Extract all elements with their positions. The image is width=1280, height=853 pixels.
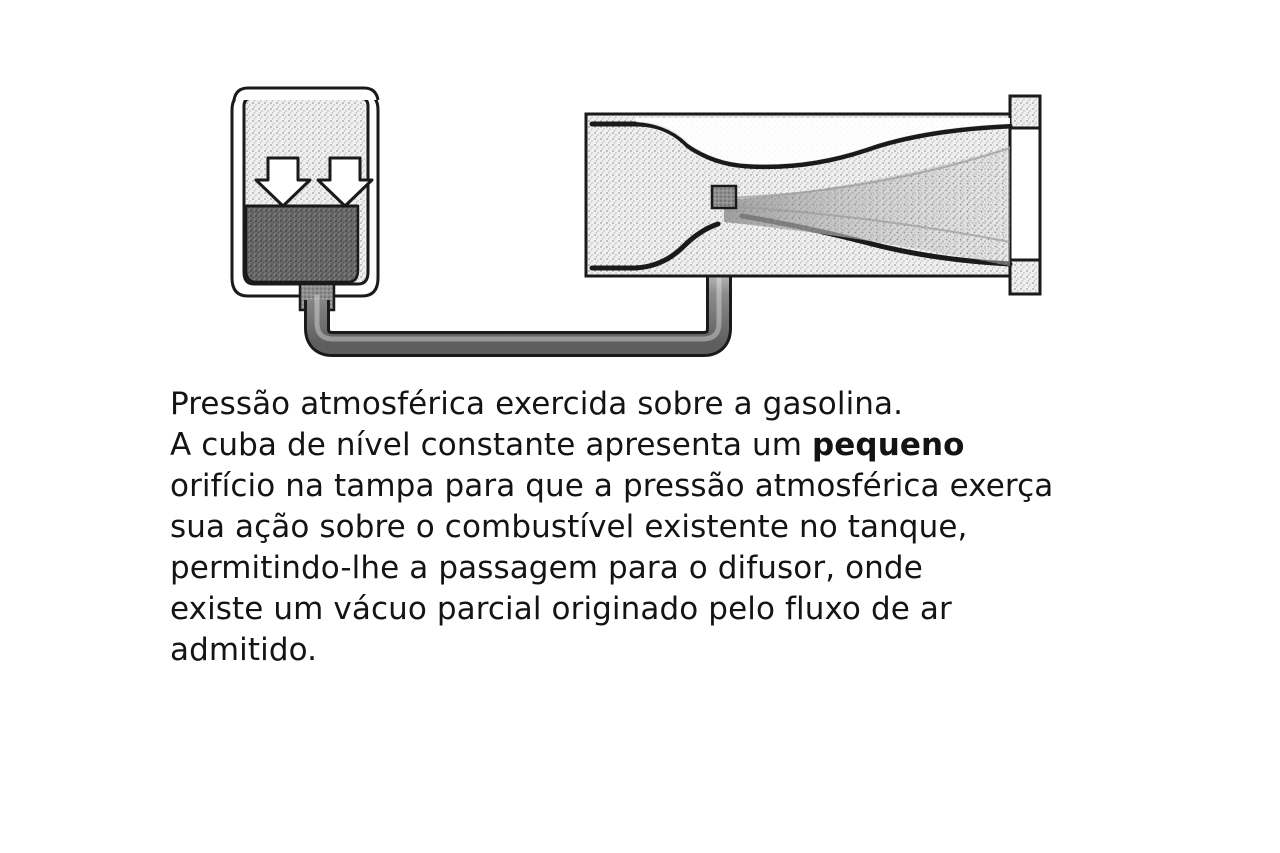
caption-line-5: permitindo-lhe a passagem para o difusor, onde [170, 550, 923, 586]
caption-block [170, 384, 1180, 671]
caption-line-2-text: A cuba de nível constante apresenta um [170, 427, 813, 463]
caption-line-6: existe um vácuo parcial originado pelo fluxo de ar [170, 591, 952, 627]
carburetor-diagram [0, 0, 1280, 380]
fuel-level-fill [246, 206, 358, 282]
caption-line-4: sua ação sobre o combustível existente no tanque, [170, 509, 968, 545]
caption-emphasis-pequeno: pequeno [812, 427, 965, 463]
fuel-jet-tip [712, 186, 736, 208]
caption-line-1: Pressão atmosférica exercida sobre a gasolina. [170, 386, 904, 422]
carburetor-diagram-svg [0, 0, 1280, 380]
caption-line-2 [170, 425, 1180, 466]
caption-line-7: admitido. [170, 632, 318, 668]
float-chamber-tank [232, 88, 378, 310]
caption-line-3: orifício na tampa para que a pressão atmosférica exerça [170, 468, 1054, 504]
